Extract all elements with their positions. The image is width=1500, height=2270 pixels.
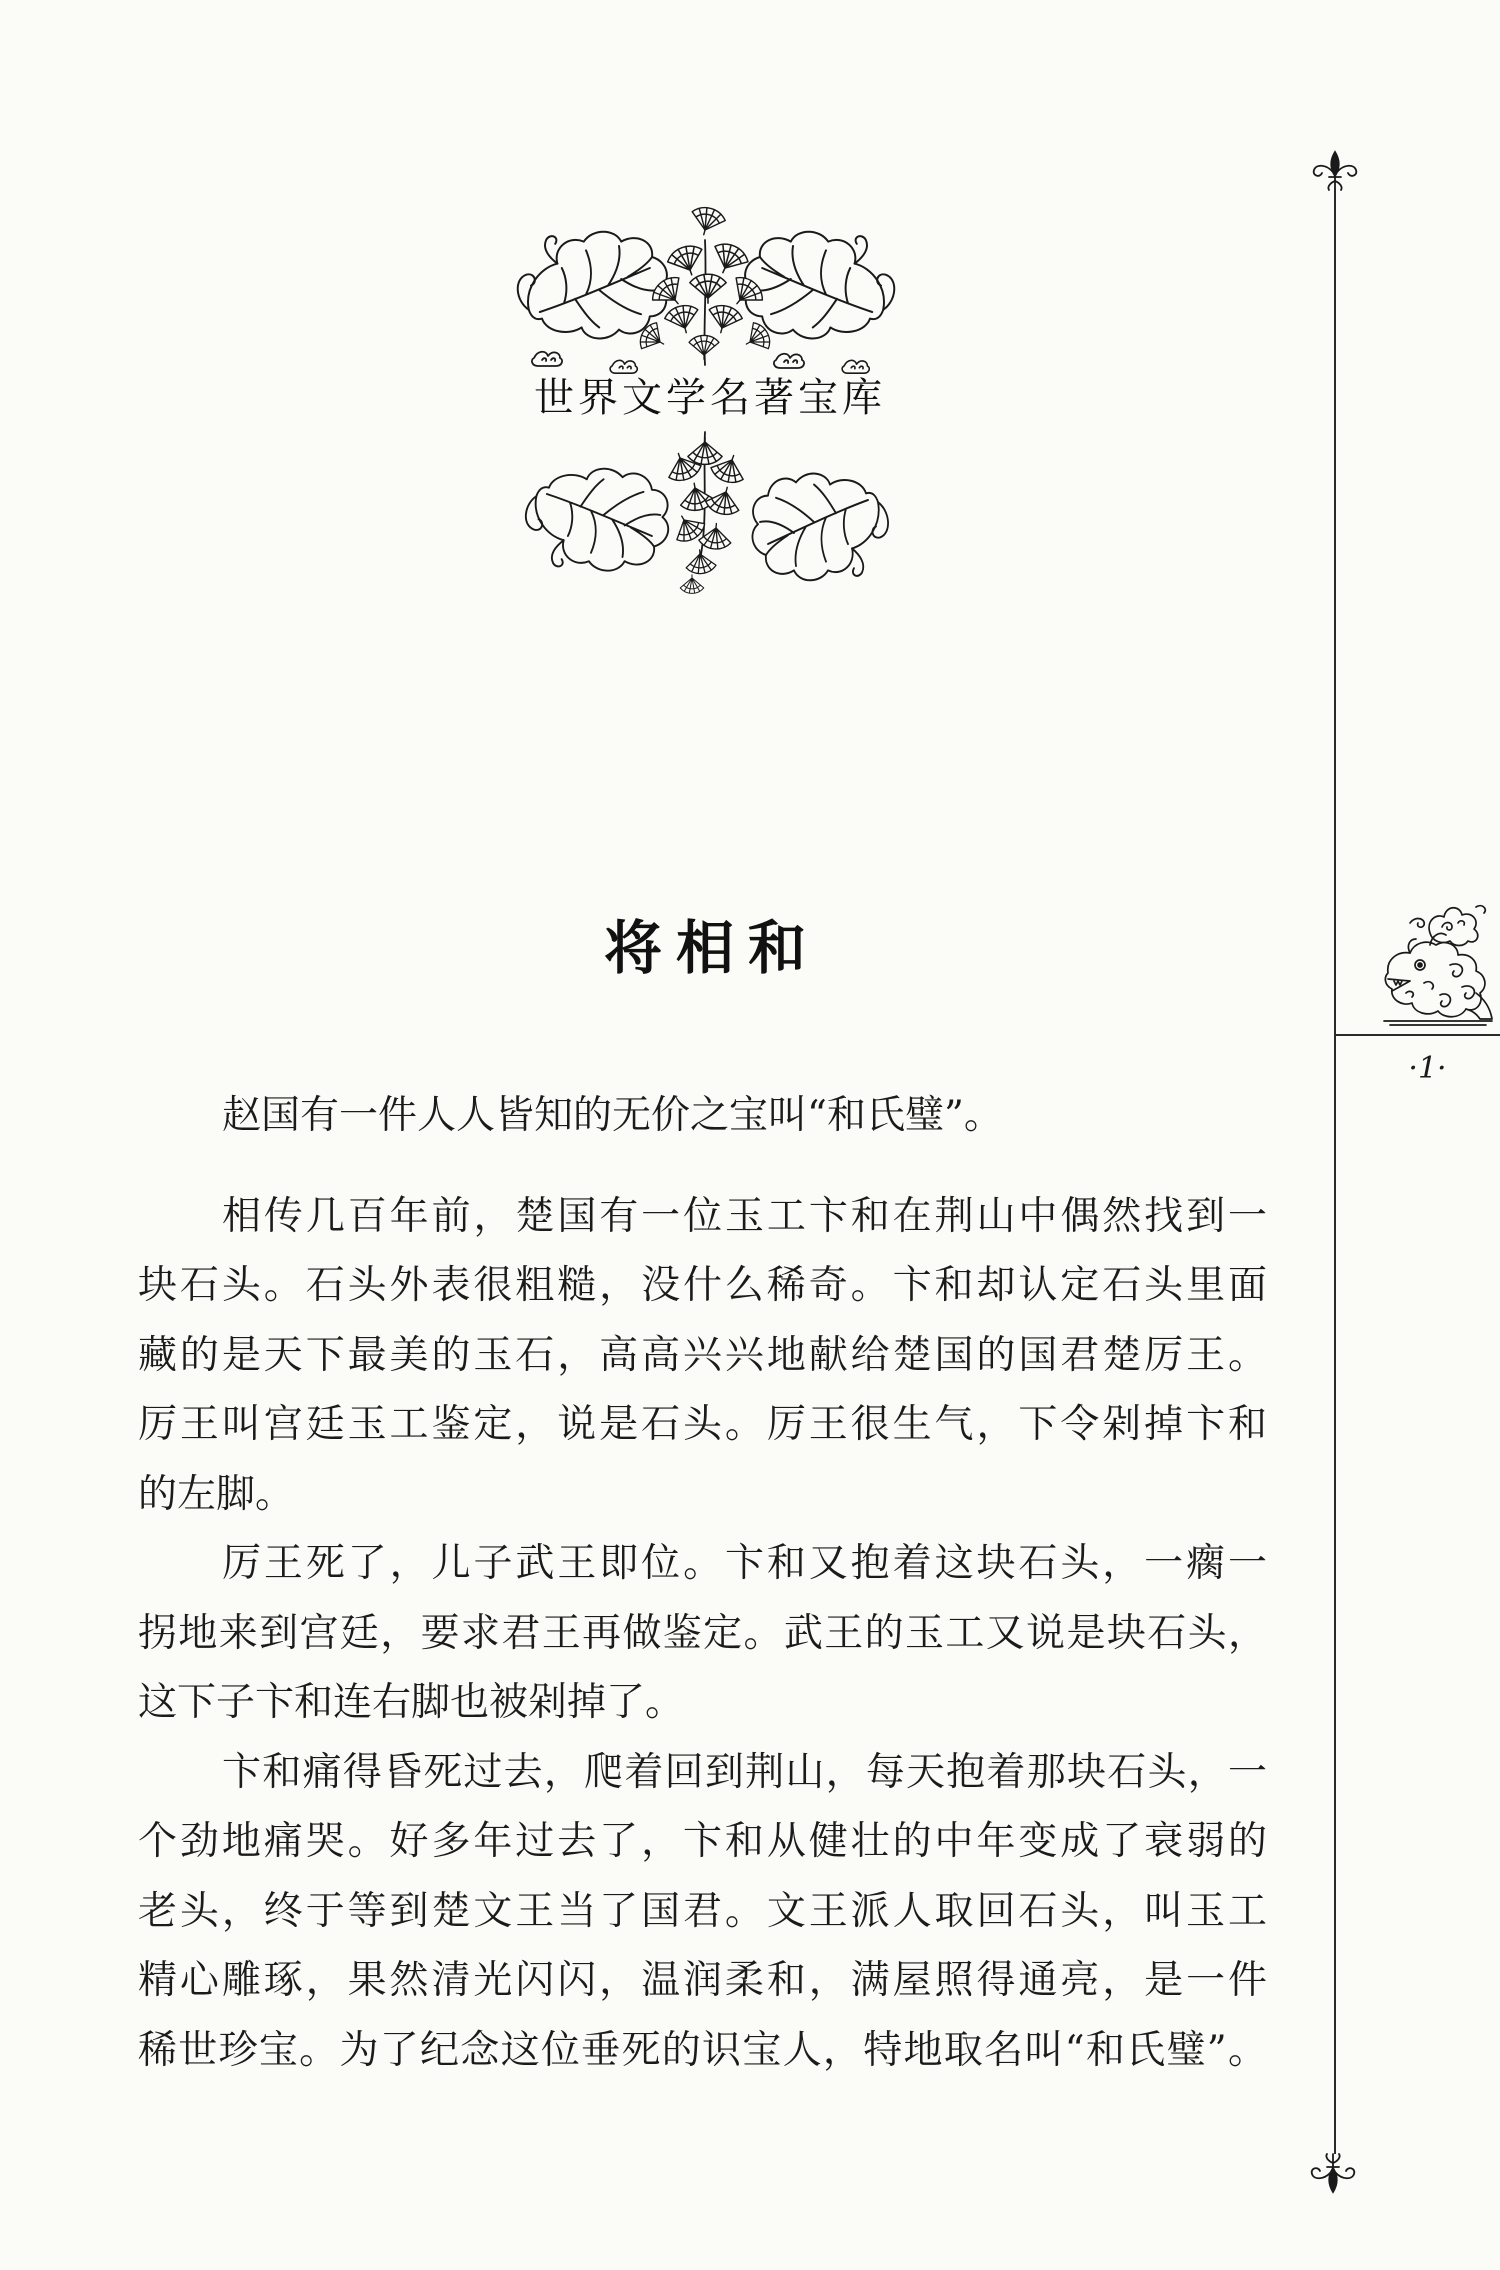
text-line: 拐地来到宫廷，要求君王再做鉴定。武王的玉工又说是块石头， [138,1610,1267,1656]
text-line: 稀世珍宝。为了纪念这位垂死的识宝人，特地取名叫“和氏璧”。 [138,2027,1267,2073]
margin-rule-horizontal [1335,1034,1500,1036]
body-text [138,1081,1267,2085]
text-line: 赵国有一件人人皆知的无价之宝叫“和氏璧”。 [222,1093,1003,1138]
dragon-icon [1380,893,1495,1028]
fleur-de-lis-icon [1310,150,1360,192]
margin-rule-vertical [1334,188,1336,2154]
text-line: 这下子卞和连右脚也被剁掉了。 [138,1680,685,1725]
text-line: 老头，终于等到楚文王当了国君。文王派人取回石头，叫玉工 [138,1888,1267,1934]
text-line: 个劲地痛哭。好多年过去了，卞和从健壮的中年变成了衰弱的 [138,1819,1267,1864]
text-line: 精心雕琢，果然清光闪闪，温润柔和，满屋照得通亮，是一件 [138,1958,1267,2003]
text-line: 卞和痛得昏死过去，爬着回到荆山，每天抱着那块石头，一 [222,1749,1267,1795]
fleur-de-lis-icon [1308,2152,1358,2194]
text-line: 的左脚。 [138,1471,295,1517]
page-number: ·1· [1408,1051,1447,1086]
text-line: 相传几百年前，楚国有一位玉工卞和在荆山中偶然找到一 [222,1193,1267,1239]
paragraph [138,1738,1267,2086]
text-line: 块石头。石头外表很粗糙，没什么稀奇。卞和却认定石头里面 [138,1263,1267,1308]
paragraph [138,1529,1267,1738]
series-emblem-label: 世界文学名著宝库 [534,375,886,421]
text-line: 藏的是天下最美的玉石，高高兴兴地献给楚国的国君楚厉王。 [138,1332,1267,1378]
chapter-title: 将相和 [603,914,820,982]
text-line: 厉王死了，儿子武王即位。卞和又抱着这块石头，一瘸一 [222,1541,1267,1586]
text-line: 厉王叫宫廷玉工鉴定，说是石头。厉王很生气，下令剁掉卞和 [138,1402,1267,1447]
paragraph [138,1081,1267,1151]
paragraph [138,1182,1267,1530]
